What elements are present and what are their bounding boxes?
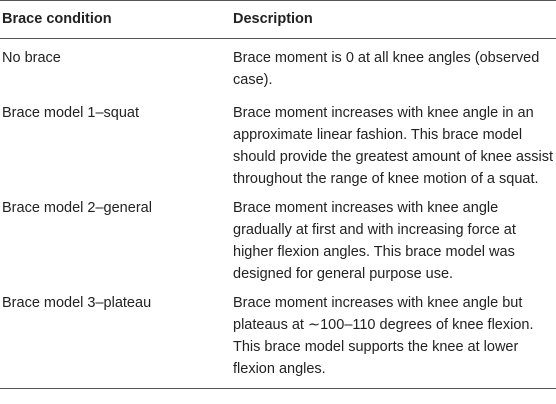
table-body — [0, 39, 556, 389]
header-description: Description — [233, 11, 313, 27]
description-cell: Brace moment is 0 at all knee angles (observed case). — [233, 50, 540, 88]
description-cell: Brace moment increases with knee angle but plateaus at ∼100–110 degrees of knee flexion. This brace model supports the knee at lower flexion angles. — [233, 295, 534, 377]
description-cell: Brace moment increases with knee angle in an approximate linear fashion. This brace model should provide the greatest amount of knee assist throughout the range of knee motion of a squat. — [233, 105, 553, 187]
header-brace-condition: Brace condition — [2, 11, 112, 27]
brace-condition-cell: Brace model 2–general — [2, 200, 152, 216]
brace-condition-cell: No brace — [2, 50, 61, 66]
table-row — [0, 39, 556, 99]
table-row — [0, 288, 556, 389]
table-row — [0, 193, 556, 288]
description-cell: Brace moment increases with knee angle gradually at first and with increasing force at higher flexion angles. This brace model was designed for general purpose use. — [233, 200, 516, 282]
table-header — [0, 1, 556, 39]
header-row — [0, 1, 556, 39]
brace-condition-cell: Brace model 1–squat — [2, 105, 140, 121]
table-row — [0, 98, 556, 193]
brace-condition-cell: Brace model 3–plateau — [2, 295, 152, 311]
